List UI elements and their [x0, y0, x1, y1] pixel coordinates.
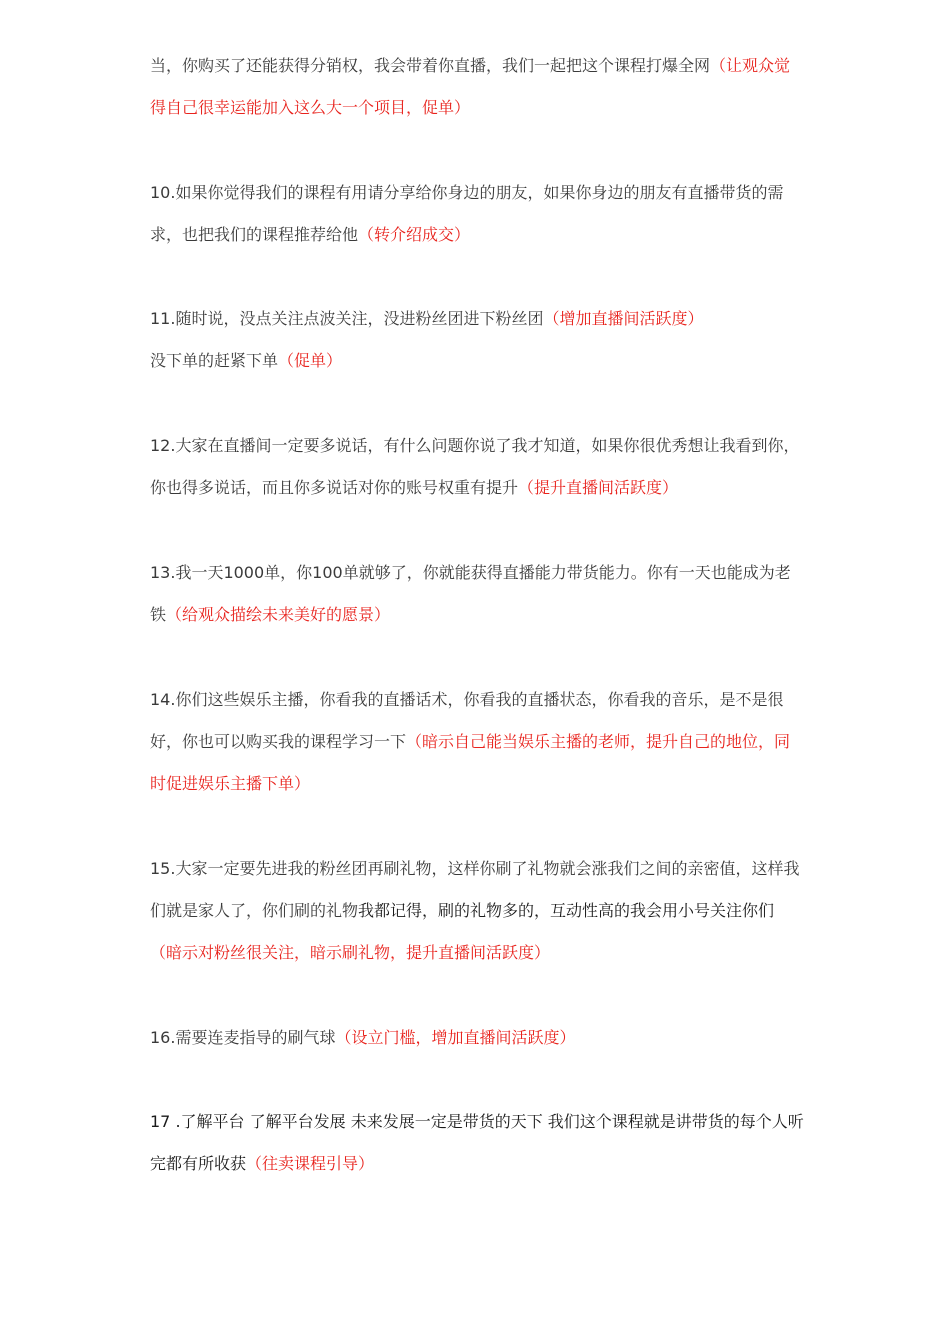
- paragraph-text: 15.大家一定要先进我的粉丝团再刷礼物，这样你刷了礼物就会涨我们之间的亲密值，这样我们就是家人了，你们刷的礼物: [150, 859, 800, 920]
- annotation-note: （设立门槛，增加直播间活跃度）: [335, 1028, 576, 1047]
- paragraph-text: 12.大家在直播间一定要多说话，有什么问题你说了我才知道，如果你很优秀想让我看到你，你也得多说话，而且你多说话对你的账号权重有提升: [150, 436, 800, 497]
- paragraph-text: 13.我一天1000单，你100单就够了，你就能获得直播能力带货能力。你有一天也能成为老铁: [150, 563, 791, 624]
- annotation-note: （增加直播间活跃度）: [543, 309, 704, 328]
- paragraph-text: 当，你购买了还能获得分销权，我会带着你直播，我们一起把这个课程打爆全网: [150, 56, 711, 75]
- paragraph-10: [150, 172, 805, 256]
- paragraph-text: 11.随时说，没点关注点波关注，没进粉丝团进下粉丝团: [150, 309, 544, 328]
- paragraph-15: [150, 848, 805, 974]
- paragraph-text: 14.你们这些娱乐主播，你看我的直播话术，你看我的直播状态，你看我的音乐，是不是很好，你也可以购买我的课程学习一下: [150, 690, 784, 751]
- paragraph-text: 16.需要连麦指导的刷气球: [150, 1028, 336, 1047]
- annotation-note: （提升直播间活跃度）: [518, 478, 679, 497]
- paragraph-text-dark: 17 .了解平台 了解平台发展 未来发展一定是带货的天下 我们这个课程就是讲带货的每个人听完都有所收获: [150, 1112, 804, 1173]
- annotation-note: （往卖课程引导）: [246, 1154, 375, 1173]
- paragraph-12: [150, 425, 805, 509]
- paragraph-13: [150, 552, 805, 636]
- paragraph-17: [150, 1101, 805, 1185]
- paragraph-text: 没下单的赶紧下单: [150, 351, 279, 370]
- annotation-note: （暗示对粉丝很关注，暗示刷礼物，提升直播间活跃度）: [150, 943, 551, 962]
- annotation-note: （暗示自己能当娱乐主播的老师，提升自己的地位，同时促进娱乐主播下单）: [150, 732, 791, 793]
- paragraph-intro: [150, 45, 805, 129]
- annotation-note: （让观众觉得自己很幸运能加入这么大一个项目，促单）: [150, 56, 791, 117]
- paragraph-14: [150, 679, 805, 805]
- paragraph-11: [150, 298, 805, 382]
- paragraph-text-dark: 我都记得，刷的礼物多的，互动性高的我会用小号关注你们: [358, 901, 775, 920]
- paragraph-16: [150, 1017, 805, 1059]
- annotation-note: （促单）: [278, 351, 343, 370]
- annotation-note: （转介绍成交）: [358, 225, 471, 244]
- paragraph-text: 10.如果你觉得我们的课程有用请分享给你身边的朋友，如果你身边的朋友有直播带货的需求，也把我们的课程推荐给他: [150, 183, 784, 244]
- annotation-note: （给观众描绘未来美好的愿景）: [166, 605, 391, 624]
